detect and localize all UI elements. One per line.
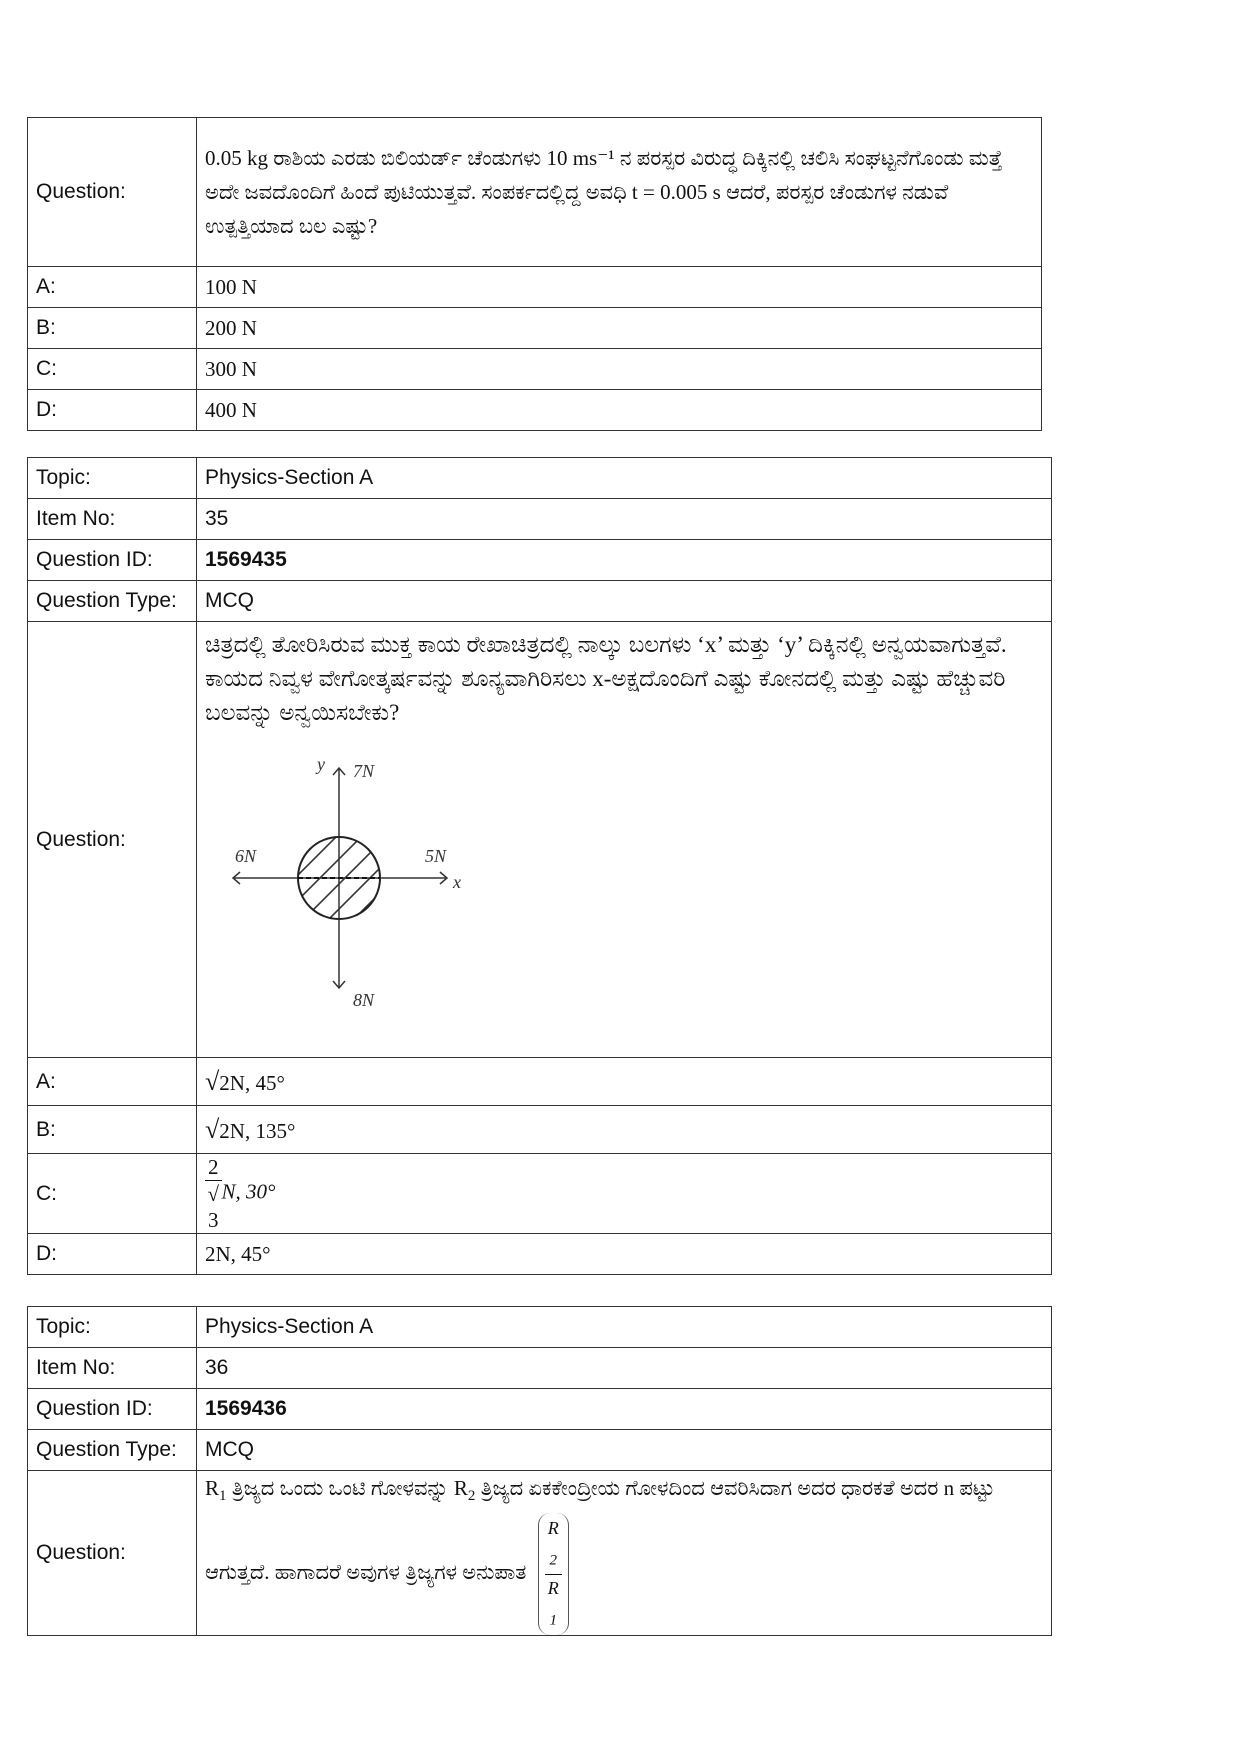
x-label: x	[453, 872, 461, 892]
question-label: Question:	[28, 118, 197, 267]
option-label: B:	[28, 308, 197, 349]
topic-label: Topic:	[28, 458, 197, 499]
option-c-value: N, 30°	[221, 1179, 276, 1204]
option-c: 300 N	[197, 349, 1042, 390]
ratio-expression	[538, 1513, 569, 1635]
fraction	[205, 1154, 222, 1233]
option-a-value: 2N, 45°	[219, 1070, 285, 1095]
sqrt-radicand: 3	[208, 1208, 219, 1232]
free-body-diagram	[215, 748, 485, 1006]
item-no-label: Item No:	[28, 499, 197, 540]
topic-value: Physics-Section A	[197, 1307, 1052, 1348]
question-table-35	[27, 457, 1052, 1275]
fraction-numerator: 2	[205, 1154, 222, 1181]
option-a: 100 N	[197, 267, 1042, 308]
right-force-label: 5N	[425, 846, 447, 866]
question-id-label: Question ID:	[28, 1389, 197, 1430]
question-table-34	[27, 117, 1042, 431]
option-label: B:	[28, 1106, 197, 1154]
question-label: Question:	[28, 622, 197, 1058]
option-a	[197, 1058, 1052, 1106]
left-force-label: 6N	[235, 846, 257, 866]
question-id-label: Question ID:	[28, 540, 197, 581]
ratio-fraction	[545, 1515, 562, 1633]
question-id-value: 1569436	[197, 1389, 1052, 1430]
question-text-part1: ತ್ರಿಜ್ಯದ ಒಂದು ಒಂಟಿ ಗೋಳವನ್ನು	[231, 1476, 449, 1500]
option-label: C:	[28, 349, 197, 390]
ball-hatching	[255, 778, 405, 958]
option-label: C:	[28, 1154, 197, 1234]
topic-label: Topic:	[28, 1307, 197, 1348]
item-no-label: Item No:	[28, 1348, 197, 1389]
question-text: ಚಿತ್ರದಲ್ಲಿ ತೋರಿಸಿರುವ ಮುಕ್ತ ಕಾಯ ರೇಖಾಚಿತ್ರದಲ್ಲಿ ನಾಲ್ಕು ಬಲಗಳು ‘x’ ಮತ್ತು ‘y’ ದಿಕ್ಕಿನಲ್ಲಿ ಅನ್ವಯವಾಗುತ್ತವೆ. ಕಾಯದ ನಿವ್ವಳ ವೇಗೋತ್ಕರ್ಷವನ್ನು ಶೂನ್ಯವಾಗಿರಿಸಲು x-ಅಕ್ಷದೊಂದಿಗೆ ಎಷ್ಟು ಕೋನದಲ್ಲಿ ಮತ್ತು ಎಷ್ಟು ಹೆಚ್ಚುವರಿ ಬಲವನ್ನು ಅನ್ವಯಿಸಬೇಕು?	[205, 632, 1007, 725]
down-force-label: 8N	[353, 990, 375, 1006]
option-b	[197, 1106, 1052, 1154]
question-type-value: MCQ	[197, 581, 1052, 622]
question-table-36	[27, 1306, 1052, 1636]
question-type-label: Question Type:	[28, 581, 197, 622]
ratio-denominator: R $_1$	[547, 1577, 559, 1629]
option-label: A:	[28, 1058, 197, 1106]
ratio-numerator: R $_2$	[545, 1515, 562, 1575]
option-b-value: 2N, 135°	[219, 1118, 296, 1143]
option-b: 200 N	[197, 308, 1042, 349]
question-text: 0.05 kg ರಾಶಿಯ ಎರಡು ಬಿಲಿಯರ್ಡ್ ಚೆಂಡುಗಳು 10 ms⁻¹ ನ ಪರಸ್ಪರ ವಿರುದ್ಧ ದಿಕ್ಕಿನಲ್ಲಿ ಚಲಿಸಿ ಸಂಘಟ್ಟನೆಗೊಂಡು ಮತ್ತೆ ಅದೇ ಜವದೊಂದಿಗೆ ಹಿಂದೆ ಪುಟಿಯುತ್ತವೆ. ಸಂಪರ್ಕದಲ್ಲಿದ್ದ ಅವಧಿ t = 0.005 s ಆದರೆ, ಪರಸ್ಪರ ಚೆಂಡುಗಳ ನಡುವೆ ಉತ್ಪತ್ತಿಯಾದ ಬಲ ಎಷ್ಟು?	[197, 118, 1042, 267]
question-text-part2: ತ್ರಿಜ್ಯದ ಏಕಕೇಂದ್ರೀಯ ಗೋಳದಿಂದ ಆವರಿಸಿದಾಗ ಅದರ ಧಾರಕತೆ ಅದರ n ಪಟ್ಟು ಆಗುತ್ತದೆ. ಹಾಗಾದರೆ ಅವುಗಳ ತ್ರಿಜ್ಯಗಳ ಅನುಪಾತ	[205, 1476, 995, 1585]
question-id-value: 1569435	[197, 540, 1052, 581]
item-no-value: 36	[197, 1348, 1052, 1389]
r1-symbol: $R_1$	[205, 1476, 227, 1505]
option-d: 400 N	[197, 390, 1042, 431]
question-cell	[197, 622, 1052, 1058]
option-c	[197, 1154, 1052, 1234]
option-label: A:	[28, 267, 197, 308]
option-d-value: 2N, 45°	[197, 1234, 1052, 1275]
sqrt-symbol: √	[205, 1114, 220, 1144]
up-force-label: 7N	[353, 761, 375, 781]
question-text	[197, 1471, 1052, 1636]
r2-symbol: $R_2$	[453, 1476, 476, 1505]
sqrt-symbol: √	[205, 1066, 220, 1096]
option-label: D:	[28, 390, 197, 431]
topic-value: Physics-Section A	[197, 458, 1052, 499]
item-no-value: 35	[197, 499, 1052, 540]
question-type-value: MCQ	[197, 1430, 1052, 1471]
y-label: y	[317, 754, 325, 774]
option-label: D:	[28, 1234, 197, 1275]
fraction-denominator: √ 3	[205, 1181, 222, 1233]
question-type-label: Question Type:	[28, 1430, 197, 1471]
question-label: Question:	[28, 1471, 197, 1636]
